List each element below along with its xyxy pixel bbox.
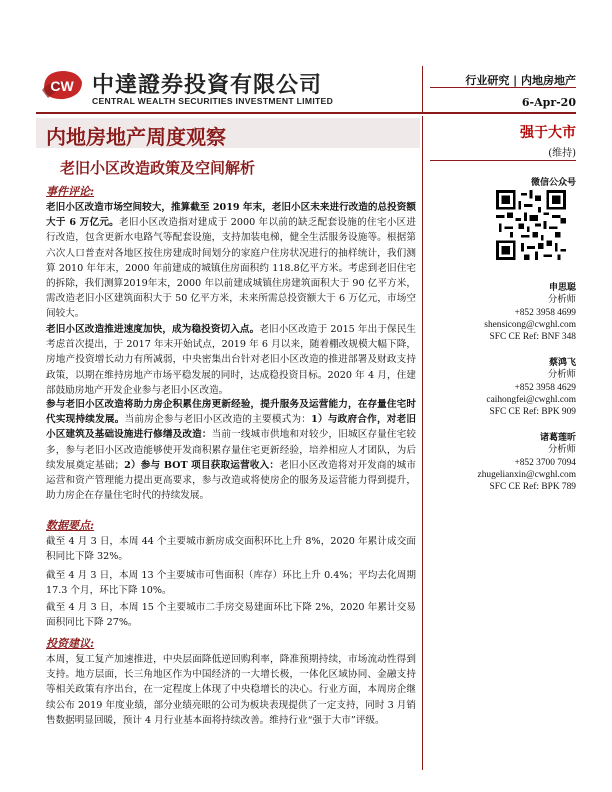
analyst-email[interactable]: zhugelianxin@cwghl.com [477, 469, 576, 480]
section-head-advice: 投资建议: [46, 637, 95, 650]
analyst-title: 分析师 [547, 445, 576, 456]
company-logo [40, 68, 84, 102]
top-rule [36, 112, 576, 114]
paragraph-investment-advice: 本周，复工复产加速推进，中央层面降低逆回购利率，降准预期持续，市场流动性得到支持。地方层面，长三角地区作为中国经济的一大增长极，一体化区域协同、金融支持等相关政策有序出台，在一定程度上体现了中央稳增长的决心。行业方面，本周房企继续公布 2019 年度业绩，部分业绩亮眼的公司为板块表现提供了一定支持，同时 3 月销售数据明显回暖，预计 4 月行业基本面将持续改善。维持行业“强于大市”评级。 [46, 654, 416, 726]
analyst-phone: +852 3958 4699 [514, 307, 576, 318]
company-name-en: CENTRAL WEALTH SECURITIES INVESTMENT LIMITED [92, 96, 334, 106]
rating-sub: (维持) [548, 148, 576, 159]
report-date: 6-Apr-20 [521, 96, 576, 109]
analyst-name: 申思聪 [548, 283, 576, 293]
analyst-ref: SFC CE Ref: BPK 789 [489, 482, 576, 493]
report-category: 行业研究 | 内地房地产 [465, 74, 576, 87]
analyst-phone: +852 3700 7094 [514, 457, 576, 468]
wechat-qr-code [496, 190, 566, 260]
model-one-body: 当前一线城市供地和对较少，旧城区存量住宅较多，参与老旧小区改造能够使开发商积累存量住宅更新经验，培养相应人才团队，为后续发展奠定基础； [46, 429, 417, 471]
company-name-cn: 中達證券投資有限公司 [92, 73, 323, 98]
model-two-lead: 2）参与 BOT 项目获取运营收入： [124, 459, 280, 471]
data-point-inventory: 截至 4 月 3 日，本周 13 个主要城市可售面积（库存）环比上升 0.4%；平均去化周期 17.3 个月，环比下降 10%。 [46, 570, 416, 597]
data-point-secondary: 截至 4 月 3 日，本周 15 个主要城市二手房交易建面环比下降 2%，2020 年累计交易面积同比下降 27%。 [46, 602, 416, 629]
model-two-body: 老旧小区改造将对开发商的城市运营和资产管理能力提出更高要求，参与改造或将使房企的服务及运营能力得到提升，助力房企在存量住宅时代的持续发展。 [46, 459, 417, 502]
rating-rule [430, 160, 576, 161]
section-head-commentary: 事件评论: [46, 185, 95, 198]
paragraph-body: 老旧小区改造指对建成于 2000 年以前的缺乏配套设施的住宅小区进行改造，包含更新水电路气等配套设施，支持加装电梯，健全生活服务设施等。根据第六次人口普查对各地区按住房建成时间划分的家庭户住房状况进行的抽样统计，我们测算 2010 年年末，2000 年前建成的城镇住房面积约 118.8亿平方米。考虑到老旧住宅的拆除，我们测算2019年末，2000 年以前建成城镇住房建筑面积大于 90 亿平方米，需改造老旧小区建筑面积大于 50 亿平方米，未来所需总投资额大于 6 万亿元，市场空间较大。 [46, 217, 417, 320]
paragraph-body: 老旧小区改造于 2015 年出于保民生考虑首次提出，于 2017 年末开始试点，2019 年 6 月以来，随着棚改规模大幅下降，房地产投资增长动力有所减弱，中央密集出台针对老旧小区改造的推进部署及财政支持政策，以期在维持房地产市场平稳发展的同时，达成稳投资目标。2020 年 4 月，住建部鼓励房地产开发企业参与老旧小区改造。 [46, 324, 417, 396]
wechat-label: 微信公众号 [530, 178, 576, 188]
model-one-lead: 1）与政府合作，对老旧小区建筑及基础设施进行修缮及改造： [46, 414, 417, 441]
report-subtitle: 老旧小区改造政策及空间解析 [60, 159, 256, 177]
analyst-name: 蔡鸿飞 [548, 358, 576, 368]
analyst-card [430, 432, 576, 493]
analyst-card [430, 282, 576, 343]
data-point-new-home: 截至 4 月 3 日，本周 44 个主要城市新房成交面积环比上升 8%，2020 年累计成交面积同比下降 32%。 [46, 536, 416, 563]
paragraph-progress [46, 322, 416, 398]
paragraph-lead: 老旧小区改造推进速度加快，成为稳投资切入点。 [46, 324, 260, 335]
rating-main: 强于大市 [520, 125, 576, 141]
analyst-title: 分析师 [547, 370, 576, 381]
header-divider [422, 66, 423, 112]
analyst-email[interactable]: shensicong@cwghl.com [484, 319, 576, 330]
analyst-phone: +852 3958 4629 [514, 382, 576, 393]
analyst-ref: SFC CE Ref: BNF 348 [489, 332, 576, 343]
analyst-card [430, 357, 576, 418]
analyst-title: 分析师 [547, 295, 576, 306]
analyst-email[interactable]: caihongfei@cwghl.com [486, 394, 576, 405]
paragraph-developer-models [46, 397, 416, 503]
header-rule [430, 87, 576, 88]
paragraph-market-space [46, 200, 416, 322]
report-title: 内地房地产周度观察 [46, 125, 226, 149]
section-head-data: 数据要点: [46, 519, 95, 532]
analyst-ref: SFC CE Ref: BPK 909 [489, 407, 576, 418]
paragraph-body: 当前房企参与老旧小区改造的主要模式为： [124, 414, 312, 426]
svg-text:CW: CW [50, 78, 74, 94]
paragraph-lead: 参与老旧小区改造将助力房企积累住房更新经验，提升服务及运营能力，在存量住宅时代实现持续发展。 [46, 399, 416, 426]
column-divider [422, 116, 423, 770]
analyst-name: 诸葛莲昕 [539, 433, 576, 443]
paragraph-lead: 老旧小区改造市场空间较大，推算截至 2019 年末，老旧小区未来进行改造的总投资额大于 6 万亿元。 [46, 202, 416, 229]
